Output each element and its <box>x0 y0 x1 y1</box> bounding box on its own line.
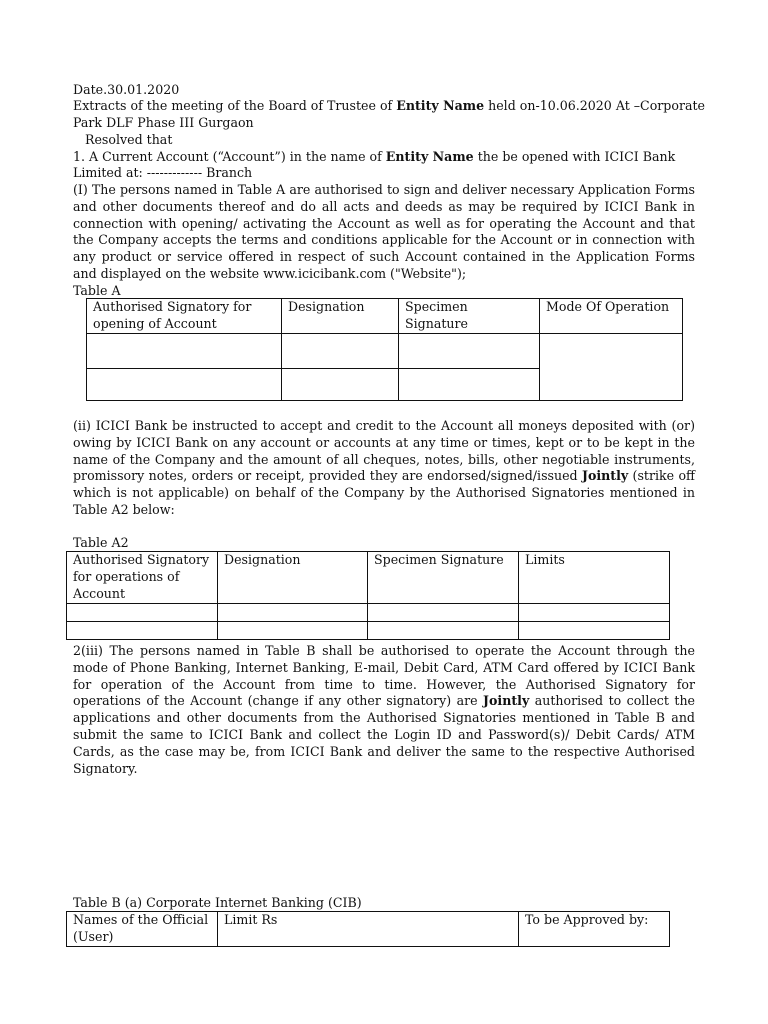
table-a-header-row <box>87 299 683 334</box>
table-a-cell[interactable] <box>282 334 399 369</box>
table-a2-header-cell: Authorised Signatory for operations of Account <box>67 552 218 604</box>
para-ii-jointly: Jointly <box>581 468 629 484</box>
table-a <box>86 298 683 401</box>
table-a-header-cell: Authorised Signatory for opening of Account <box>87 299 282 334</box>
table-a2-cell[interactable] <box>519 604 670 622</box>
table-a-mode-cell[interactable] <box>540 334 683 401</box>
table-a-cell[interactable] <box>399 334 540 369</box>
table-a2-cell[interactable] <box>67 622 218 640</box>
table-a2-header-cell: Specimen Signature <box>368 552 519 604</box>
table-a2-title: Table A2 <box>73 535 129 550</box>
entity-name: Entity Name <box>396 98 485 113</box>
table-b <box>66 911 670 947</box>
para-iii-text-1: 2(iii) The persons named in Table B shall be authorised to operate the Account through the mode of Phone Banking, Internet Banking, E-mail, Debit Card, ATM Card offered by ICICI Bank for operation of the Account from time to time. However, the Authorised Signatory for operations of the Account (change if any other signatory) are <box>73 643 695 709</box>
table-a-row <box>87 334 683 369</box>
table-a-header-cell: Specimen Signature <box>399 299 540 334</box>
para-i: (I) The persons named in Table A are authorised to sign and deliver necessary Application Forms and other documents thereof and do all acts and deeds as may be required by ICICI Bank in connection with opening/ activating the Account as well as for operating the Account and that the Company accepts the terms and conditions applicable for the Account or in connection with any product or service offered in respect of such Account contained in the Application Forms and displayed on the website www.icicibank.com ("Website"); <box>73 182 695 281</box>
extract-text-1: Extracts of the meeting of the Board of Trustee of <box>73 98 397 113</box>
table-a2-cell[interactable] <box>368 622 519 640</box>
table-b-header-cell: Limit Rs <box>218 912 519 947</box>
table-a2-row <box>67 604 670 622</box>
table-b-header-row <box>67 912 670 947</box>
table-a2-cell[interactable] <box>368 604 519 622</box>
table-a2-cell[interactable] <box>67 604 218 622</box>
table-a2-cell[interactable] <box>519 622 670 640</box>
table-a-cell[interactable] <box>87 334 282 369</box>
table-a-cell[interactable] <box>87 369 282 401</box>
table-a2 <box>66 551 670 640</box>
table-a2-header-cell: Designation <box>218 552 368 604</box>
para-ii-text-2: (strike off which is not applicable) on behalf of the Company by the Authorised Signatories mentioned in Table A2 below: <box>73 468 695 517</box>
para-1-text-a: 1. A Current Account (“Account”) in the name of <box>73 149 386 164</box>
table-a-title: Table A <box>73 283 121 298</box>
para-iii-jointly: Jointly <box>483 693 530 709</box>
table-a2-cell[interactable] <box>218 622 368 640</box>
table-a2-header-cell: Limits <box>519 552 670 604</box>
document-date: Date.30.01.2020 <box>73 82 180 97</box>
resolved-that: Resolved that <box>85 132 173 147</box>
para-ii-text-1: (ii) ICICI Bank be instructed to accept and credit to the Account all moneys deposited with (or) owing by ICICI Bank on any account or accounts at any time or times, kept or to be kept in the name of the Company and the amount of all cheques, notes, bills, other negotiable instruments, promissory notes, orders or receipt, provided they are endorsed/signed/issued <box>73 418 695 484</box>
para-1-line2: Limited at: ------------- Branch <box>73 165 253 180</box>
para-iii <box>73 643 695 777</box>
extract-text-2: held on-10.06.2020 At –Corporate <box>484 98 705 113</box>
para-ii <box>73 418 695 519</box>
table-b-title: Table B (a) Corporate Internet Banking (CIB) <box>73 895 362 910</box>
table-b-header-cell: Names of the Official (User) <box>67 912 218 947</box>
table-a-cell[interactable] <box>399 369 540 401</box>
table-a-header-cell: Mode Of Operation <box>540 299 683 334</box>
table-a-cell[interactable] <box>282 369 399 401</box>
table-a2-row <box>67 622 670 640</box>
extract-heading-line2: Park DLF Phase III Gurgaon <box>73 115 254 130</box>
para-1-text-b: the be opened with ICICI Bank <box>473 149 676 164</box>
table-b-header-cell: To be Approved by: <box>519 912 670 947</box>
extract-heading <box>73 98 705 115</box>
para-1-entity-name: Entity Name <box>385 149 474 164</box>
para-1 <box>73 149 675 166</box>
table-a2-header-row <box>67 552 670 604</box>
table-a-header-cell: Designation <box>282 299 399 334</box>
para-iii-text-2: authorised to collect the applications and other documents from the Authorised Signatories mentioned in Table B and submit the same to ICICI Bank and collect the Login ID and Password(s)/ Debit Cards/ ATM Cards, as the case may be, from ICICI Bank and deliver the same to the respective Authorised Signatory. <box>73 693 696 776</box>
table-a2-cell[interactable] <box>218 604 368 622</box>
